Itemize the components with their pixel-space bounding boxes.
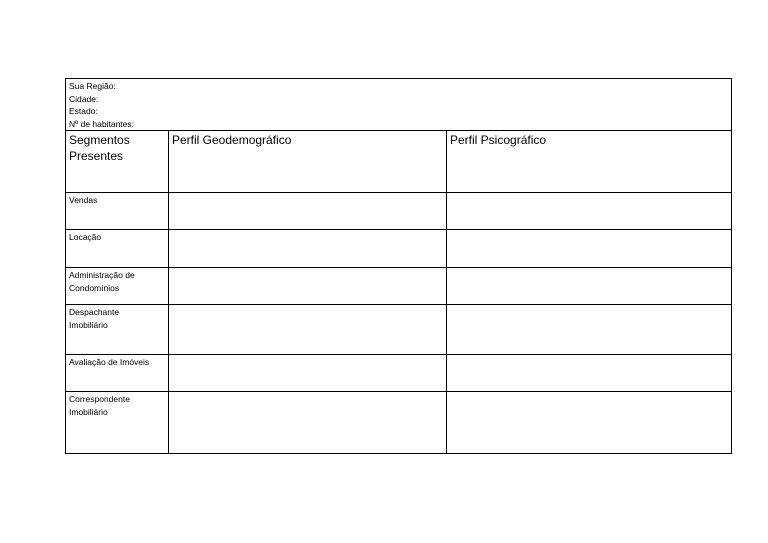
segment-label: Administração de Condomínios	[66, 268, 169, 305]
geodemographic-cell[interactable]	[169, 392, 447, 454]
psychographic-cell[interactable]	[447, 268, 732, 305]
population-label: Nº de habitantes:	[69, 118, 135, 129]
segments-header: Segmentos Presentes	[66, 131, 169, 193]
segment-label: Despachante Imobiliário	[66, 305, 169, 355]
segment-label: Locação	[66, 230, 169, 268]
table-row	[66, 230, 732, 268]
table-row	[66, 355, 732, 392]
geodemographic-cell[interactable]	[169, 193, 447, 230]
city-label: Cidade:	[69, 93, 99, 104]
segment-label: Correspondente Imobiliário	[66, 392, 169, 454]
geodemographic-cell[interactable]	[169, 230, 447, 268]
column-header-row	[66, 131, 732, 193]
geodemographic-header: Perfil Geodemográfico	[169, 131, 447, 193]
state-label: Estado:	[69, 106, 98, 116]
psychographic-cell[interactable]	[447, 193, 732, 230]
geodemographic-cell[interactable]	[169, 305, 447, 355]
region-info-row	[66, 79, 732, 131]
geodemographic-cell[interactable]	[169, 268, 447, 305]
geodemographic-cell[interactable]	[169, 355, 447, 392]
segment-label: Avaliação de Imóveis	[66, 355, 169, 392]
psychographic-cell[interactable]	[447, 230, 732, 268]
psychographic-cell[interactable]	[447, 355, 732, 392]
table-row	[66, 392, 732, 454]
segment-label: Vendas	[66, 193, 169, 230]
region-label: Sua Região:	[69, 81, 116, 91]
psychographic-cell[interactable]	[447, 392, 732, 454]
psychographic-cell[interactable]	[447, 305, 732, 355]
table-row	[66, 193, 732, 230]
psychographic-header: Perfil Psicográfico	[447, 131, 732, 193]
regional-profile-table	[65, 78, 732, 454]
table-row	[66, 268, 732, 305]
table-row	[66, 305, 732, 355]
region-info-cell	[66, 79, 732, 131]
